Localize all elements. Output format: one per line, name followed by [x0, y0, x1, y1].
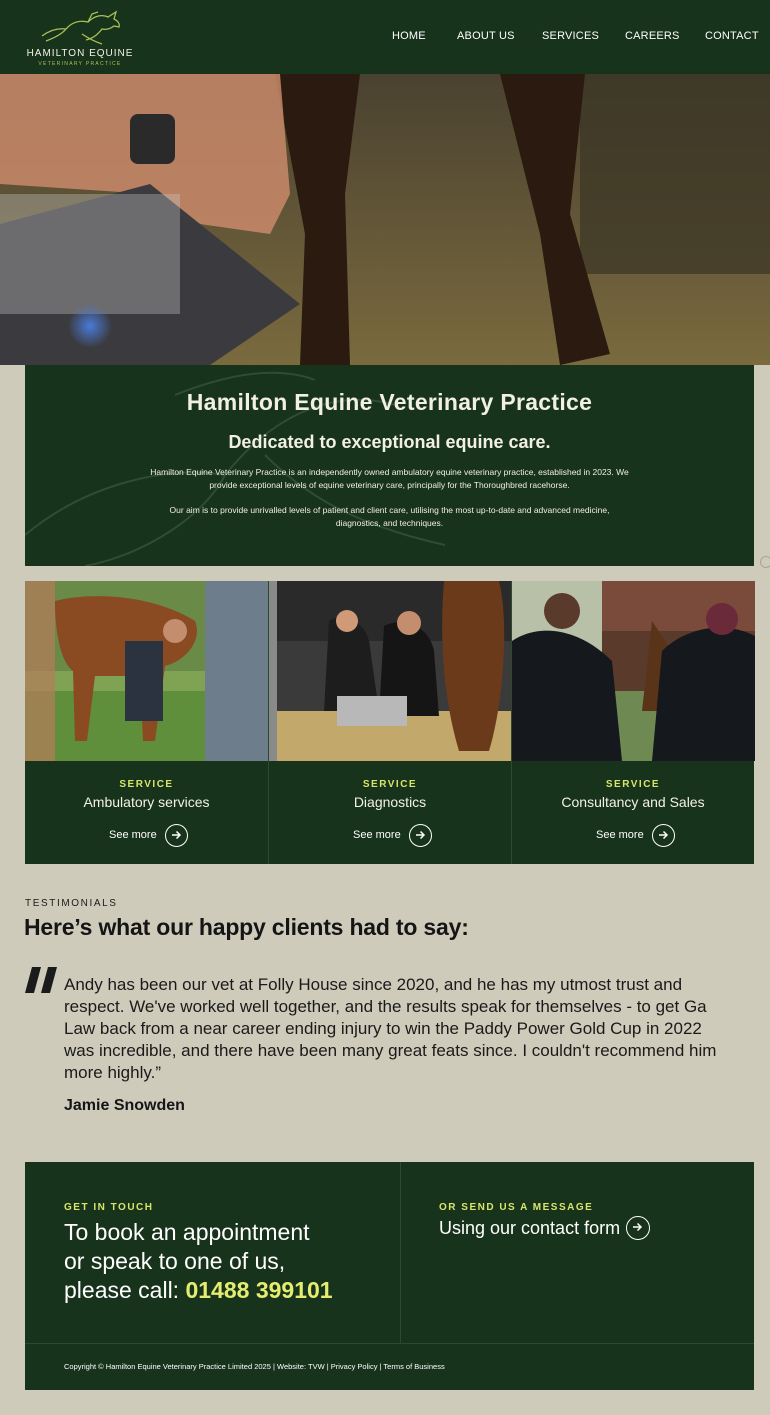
arrow-right-icon	[626, 1216, 650, 1240]
testimonials-kicker: TESTIMONIALS	[25, 898, 118, 909]
see-more-link[interactable]	[353, 823, 432, 847]
booking-line-3: please call:	[64, 1277, 180, 1303]
service-title: Diagnostics	[353, 794, 427, 810]
see-more-label: See more	[353, 829, 401, 841]
testimonial-author: Jamie Snowden	[64, 1097, 185, 1114]
see-more-label: See more	[596, 829, 644, 841]
get-in-touch-kicker: GET IN TOUCH	[64, 1202, 154, 1213]
intro-paragraph-1: Hamilton Equine Veterinary Practice is an independently owned ambulatory equine veterinary practice, established in 2023. We provide exceptional levels of equine veterinary care, principally for the Thoroughbred racehorse.	[150, 467, 629, 490]
see-more-label: See more	[109, 829, 157, 841]
booking-line-1: To book an appointment	[64, 1219, 310, 1245]
brand-name: HAMILTON EQUINE	[26, 48, 134, 59]
hero-photo	[0, 74, 770, 365]
service-card-ambulatory[interactable]	[25, 581, 268, 864]
send-message-kicker: OR SEND US A MESSAGE	[439, 1202, 594, 1213]
tagline: Dedicated to exceptional equine care.	[228, 432, 551, 452]
arrow-right-icon	[409, 824, 432, 847]
testimonial-quote: Andy has been our vet at Folly House since 2020, and he has my utmost trust and respect. We've worked well together, and the results speak for themselves - to get Ga Law back from a near career ending injury to win the Paddy Power Gold Cup in 2022 was incredible, and there have been many great feats since. I couldn't recommend him more highly.”	[64, 975, 717, 1082]
brand-subtitle: VETERINARY PRACTICE	[38, 61, 122, 67]
nav-services[interactable]: SERVICES	[542, 30, 600, 42]
see-more-link[interactable]	[596, 823, 675, 847]
phone-number-link[interactable]: 01488 399101	[185, 1277, 333, 1303]
copyright-text: Copyright © Hamilton Equine Veterinary Practice Limited 2025 | Website: TVW | Privacy Policy | Terms of Business	[64, 1362, 445, 1371]
contact-section	[25, 1162, 754, 1390]
see-more-link[interactable]	[109, 823, 188, 847]
arrow-right-icon	[652, 824, 675, 847]
arrow-right-icon	[165, 824, 188, 847]
nav-contact[interactable]: CONTACT	[705, 30, 759, 42]
intro-section	[25, 365, 754, 566]
brand-logo[interactable]	[22, 8, 138, 68]
contact-form-link[interactable]	[439, 1216, 650, 1240]
nav-careers[interactable]: CAREERS	[625, 30, 680, 42]
nav-about-us[interactable]: ABOUT US	[457, 30, 515, 42]
page-title: Hamilton Equine Veterinary Practice	[186, 389, 593, 415]
service-kicker: SERVICE	[362, 779, 418, 790]
service-card-diagnostics[interactable]	[268, 581, 511, 864]
service-title: Consultancy and Sales	[561, 794, 705, 810]
service-card-consultancy[interactable]	[511, 581, 754, 864]
scroll-indicator-icon[interactable]	[760, 556, 770, 568]
booking-text	[64, 1218, 364, 1305]
service-image-ambulatory	[25, 581, 268, 761]
intro-paragraph-2: Our aim is to provide unrivalled levels of patient and client care, utilising the most up-to-date and advanced medicine, diagnostics, and techniques.	[169, 505, 610, 528]
hero-image	[0, 74, 770, 365]
contact-form-label: Using our contact form	[439, 1217, 621, 1238]
quote-mark-icon	[25, 967, 57, 993]
divider	[25, 1343, 754, 1344]
booking-line-2: or speak to one of us,	[64, 1248, 286, 1274]
racehorse-logo-icon	[36, 8, 126, 48]
site-header	[0, 0, 770, 74]
testimonials-heading: Here’s what our happy clients had to say:	[24, 914, 469, 940]
service-kicker: SERVICE	[119, 779, 174, 790]
divider	[400, 1162, 401, 1343]
service-title: Ambulatory services	[83, 794, 210, 810]
nav-home[interactable]: HOME	[392, 30, 426, 42]
service-image-diagnostics	[269, 581, 512, 761]
service-kicker: SERVICE	[605, 779, 661, 790]
service-image-consultancy	[512, 581, 755, 761]
